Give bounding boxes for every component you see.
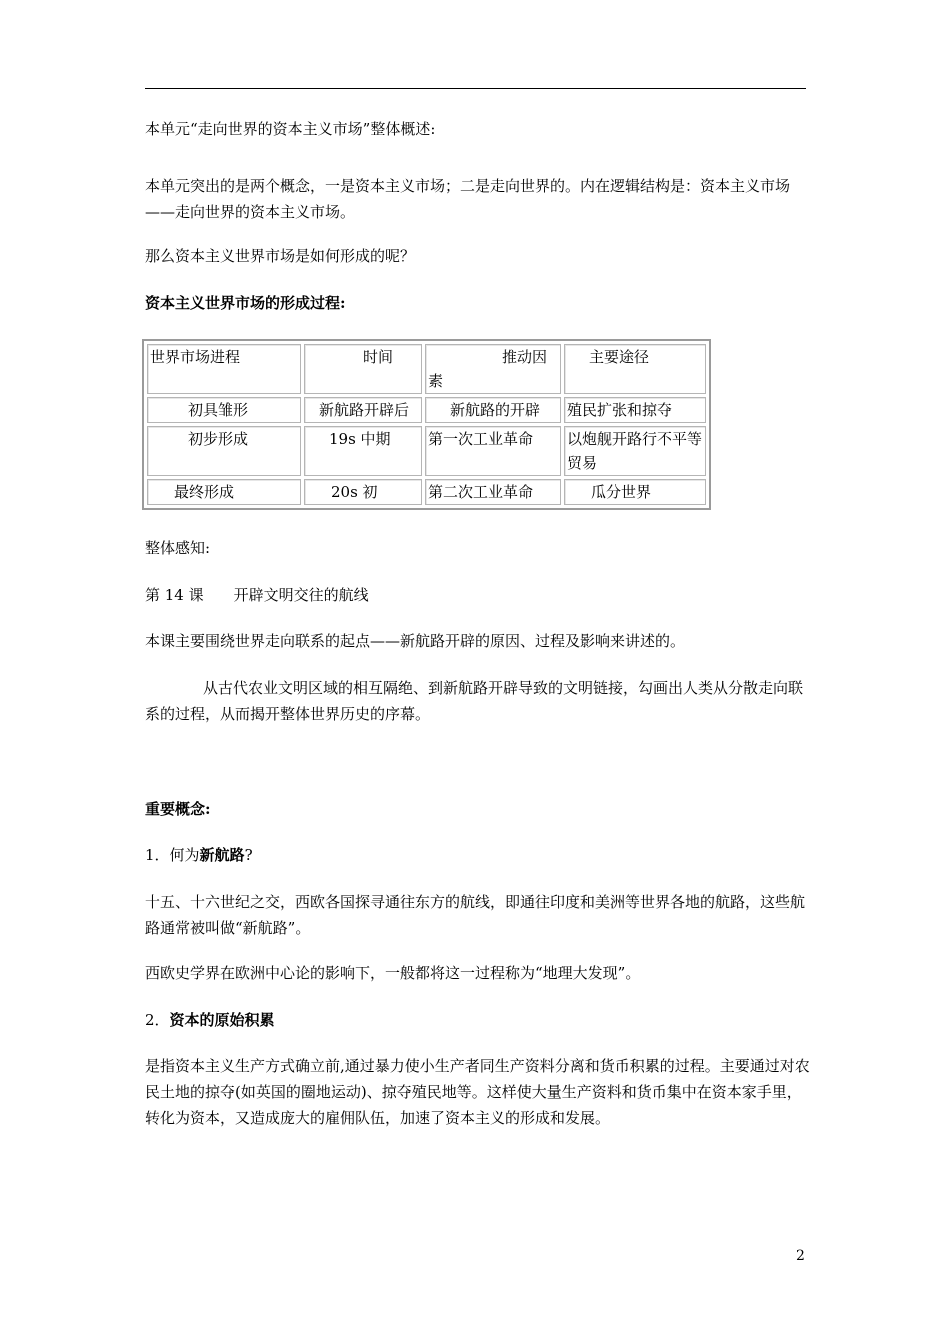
lesson-title: 第 14 课 开辟文明交往的航线 [145, 586, 369, 604]
concept-2-heading [145, 1007, 810, 1033]
market-process-table [142, 339, 711, 510]
table-cell: 殖民扩张和掠夺 [564, 397, 706, 423]
concept-1-definition: 十五、十六世纪之交，西欧各国探寻通往东方的航线，即通往印度和美洲等世界各地的航路，这些航路通常被叫做“新航路”。 [145, 893, 806, 937]
table-cell: 最终形成 [147, 479, 301, 505]
concept-2-term: 资本的原始积累 [169, 1011, 275, 1029]
table-cell: 初具雏形 [147, 397, 301, 423]
header-cell-driver: 推动因素 [425, 344, 561, 394]
question-text: 那么资本主义世界市场是如何形成的呢？ [145, 247, 416, 265]
overall-perception-label: 整体感知: [145, 539, 211, 557]
table-cell: 第一次工业革命 [425, 426, 561, 476]
table-cell: 新航路开辟后 [304, 397, 422, 423]
table-cell: 第二次工业革命 [425, 479, 561, 505]
table-cell: 20s 初 [304, 479, 422, 505]
concept-1-term: 新航路 [199, 846, 245, 864]
concept-1-suffix: ? [244, 846, 253, 864]
table-row [147, 479, 706, 505]
process-title: 资本主义世界市场的形成过程: [145, 294, 346, 312]
concept-2-prefix: 2． [145, 1011, 170, 1029]
table-header-row [147, 344, 706, 394]
header-cell-route: 主要途径 [564, 344, 706, 394]
table-cell: 新航路的开辟 [425, 397, 561, 423]
table-cell: 初步形成 [147, 426, 301, 476]
lesson-summary: 本课主要围绕世界走向联系的起点——新航路开辟的原因、过程及影响来讲述的。 [145, 632, 686, 650]
concepts-heading: 重要概念: [145, 800, 211, 818]
concept-1-note: 西欧史学界在欧洲中心论的影响下，一般都将这一过程称为“地理大发现”。 [145, 964, 641, 982]
header-cell-progress: 世界市场进程 [147, 344, 301, 394]
header-rule [145, 88, 806, 89]
concept-2-definition: 是指资本主义生产方式确立前,通过暴力使小生产者同生产资料分离和货币积累的过程。主要通过对农民土地的掠夺(如英国的圈地运动)、掠夺殖民地等。这样使大量生产资料和货币集中在资本家手里，转化为资本，又造成庞大的雇佣队伍，加速了资本主义的形成和发展。 [145, 1057, 810, 1127]
unit-overview-heading: 本单元“走向世界的资本主义市场”整体概述: [145, 120, 436, 138]
table-row [147, 426, 706, 476]
table-cell: 以炮舰开路行不平等贸易 [564, 426, 706, 476]
table-cell: 19s 中期 [304, 426, 422, 476]
table-cell: 瓜分世界 [564, 479, 706, 505]
page-number: 2 [796, 1248, 805, 1264]
lesson-paragraph: 从古代农业文明区域的相互隔绝、到新航路开辟导致的文明链接，勾画出人类从分散走向联系的过程，从而揭开整体世界历史的序幕。 [145, 679, 804, 723]
table-row [147, 397, 706, 423]
concept-1-heading [145, 842, 810, 868]
unit-overview-paragraph: 本单元突出的是两个概念，一是资本主义市场；二是走向世界的。内在逻辑结构是：资本主义市场——走向世界的资本主义市场。 [145, 177, 791, 221]
header-cell-time: 时间 [304, 344, 422, 394]
concept-1-prefix: 1．何为 [145, 846, 200, 864]
